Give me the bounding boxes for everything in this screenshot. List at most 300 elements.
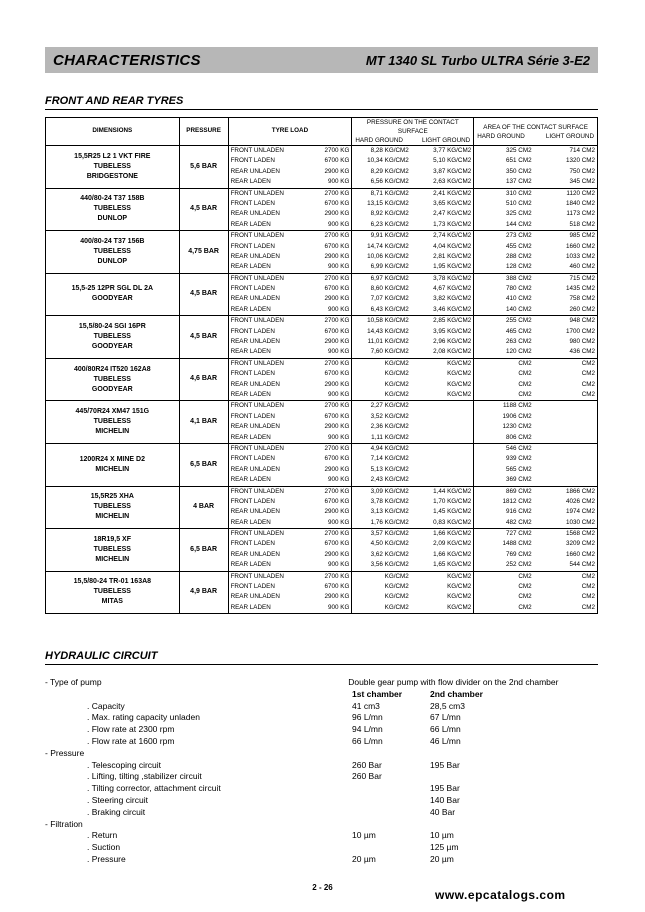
contact-pressure-hard: 2,43 KG/CM2 <box>370 476 409 484</box>
load-label: FRONT UNLADEN <box>230 402 284 410</box>
tyre-dimension-line: BRIDGESTONE <box>86 172 138 180</box>
load-label: FRONT LADEN <box>230 157 275 165</box>
spec-label: - Filtration <box>45 818 83 829</box>
contact-pressure-light: KG/CM2 <box>447 583 472 591</box>
contact-pressure-light: 0,83 KG/CM2 <box>433 518 472 526</box>
load-label: REAR UNLADEN <box>230 167 280 175</box>
tyre-dimension-line: TUBELESS <box>93 418 131 426</box>
load-label: FRONT LADEN <box>230 327 275 335</box>
col-contact-area-label: AREA OF THE CONTACT SURFACE <box>483 123 588 131</box>
contact-pressure-hard: 6,23 KG/CM2 <box>370 220 409 228</box>
load-label: REAR UNLADEN <box>230 465 280 473</box>
contact-area-hard: 455 CM2 <box>506 242 532 250</box>
spec-value-2nd: 66 L/mn <box>430 724 461 735</box>
load-label: REAR LADEN <box>230 390 271 398</box>
contact-area-values <box>474 529 598 572</box>
contact-area-values <box>474 443 598 486</box>
tyre-dimension-line: 400/80-24 T37 156B <box>80 237 145 245</box>
contact-pressure-hard: 10,34 KG/CM2 <box>367 157 409 165</box>
spec-value-1st: 94 L/mn <box>352 724 383 735</box>
contact-pressure-light <box>413 412 471 422</box>
contact-area-light: 715 CM2 <box>569 274 595 282</box>
load-value: 900 KG <box>328 561 350 569</box>
contact-area-light <box>536 433 595 443</box>
contact-pressure-values <box>352 358 474 401</box>
load-value: 6700 KG <box>324 583 350 591</box>
contact-pressure-hard: 10,58 KG/CM2 <box>367 317 409 325</box>
contact-pressure-hard: 4,94 KG/CM2 <box>370 444 409 452</box>
contact-area-values <box>474 571 598 614</box>
contact-pressure-light: KG/CM2 <box>447 390 472 398</box>
spec-row <box>45 807 605 819</box>
load-value: 6700 KG <box>324 370 350 378</box>
contact-pressure-light: 3,87 KG/CM2 <box>433 167 472 175</box>
tyre-dimension-line: MICHELIN <box>95 555 130 563</box>
contact-area-light: 1866 CM2 <box>565 487 595 495</box>
contact-pressure-light: 1,66 KG/CM2 <box>433 550 472 558</box>
contact-pressure-hard: 13,15 KG/CM2 <box>367 199 409 207</box>
contact-pressure-hard: 6,56 KG/CM2 <box>370 178 409 186</box>
tyre-load <box>228 231 352 274</box>
tyre-dimension-line: TUBELESS <box>93 375 131 383</box>
contact-pressure-light: 4,67 KG/CM2 <box>433 285 472 293</box>
tyre-dimension <box>46 273 180 316</box>
contact-pressure-hard: 14,43 KG/CM2 <box>367 327 409 335</box>
load-value: 2700 KG <box>324 530 350 538</box>
load-label: REAR LADEN <box>230 305 271 313</box>
spec-label: . Max. rating capacity unladen <box>87 712 200 723</box>
spec-value-2nd <box>430 771 600 783</box>
spec-value-1st <box>352 748 430 760</box>
contact-pressure-light: 1,65 KG/CM2 <box>433 561 472 569</box>
load-value: 900 KG <box>328 603 350 611</box>
contact-area-light: 544 CM2 <box>569 561 595 569</box>
contact-area-light: 1660 CM2 <box>565 242 595 250</box>
load-label: REAR UNLADEN <box>230 252 280 260</box>
load-label: REAR LADEN <box>230 518 271 526</box>
tyre-load <box>228 273 352 316</box>
contact-area-hard: 939 CM2 <box>506 455 532 463</box>
contact-pressure-light: KG/CM2 <box>447 603 472 611</box>
contact-pressure-light: 1,70 KG/CM2 <box>433 497 472 505</box>
load-label: REAR UNLADEN <box>230 210 280 218</box>
contact-pressure-light <box>413 444 471 454</box>
contact-area-hard: 651 CM2 <box>506 157 532 165</box>
contact-area-hard: 780 CM2 <box>506 285 532 293</box>
contact-pressure-hard: 8,71 KG/CM2 <box>370 189 409 197</box>
load-label: FRONT UNLADEN <box>230 274 284 282</box>
table-row <box>46 146 598 189</box>
load-value: 900 KG <box>328 348 350 356</box>
contact-pressure-light: KG/CM2 <box>447 593 472 601</box>
load-value: 2900 KG <box>324 252 350 260</box>
contact-area-light: 345 CM2 <box>569 178 595 186</box>
contact-pressure-light: 2,47 KG/CM2 <box>433 210 472 218</box>
load-label: REAR LADEN <box>230 561 271 569</box>
contact-area-values <box>474 188 598 231</box>
contact-pressure-light: 2,41 KG/CM2 <box>433 189 472 197</box>
table-row <box>46 188 598 231</box>
contact-area-light <box>536 444 595 454</box>
contact-area-light: CM2 <box>581 583 595 591</box>
contact-pressure-hard: 5,13 KG/CM2 <box>370 465 409 473</box>
load-label: FRONT UNLADEN <box>230 189 284 197</box>
load-label: REAR LADEN <box>230 178 271 186</box>
contact-pressure-values <box>352 401 474 444</box>
contact-area-light: 1030 CM2 <box>565 518 595 526</box>
contact-area-hard: CM2 <box>518 359 532 367</box>
contact-pressure-light: 3,65 KG/CM2 <box>433 199 472 207</box>
contact-area-light: 1568 CM2 <box>565 530 595 538</box>
tyre-dimension-line: 15,5R25 L2 1 VKT FIRE <box>74 152 151 160</box>
spec-value-2nd <box>430 748 600 760</box>
tyre-dimension <box>46 486 180 529</box>
contact-area-light: 1120 CM2 <box>566 189 595 197</box>
load-label: FRONT LADEN <box>230 455 275 463</box>
contact-pressure-hard: 3,56 KG/CM2 <box>370 561 409 569</box>
load-value: 900 KG <box>328 518 350 526</box>
col-pressure: PRESSURE <box>179 118 228 146</box>
table-row <box>46 529 598 572</box>
load-value: 6700 KG <box>324 285 350 293</box>
contact-area-hard: 916 CM2 <box>506 508 532 516</box>
load-label: FRONT UNLADEN <box>230 359 284 367</box>
contact-area-hard: 510 CM2 <box>506 199 532 207</box>
spec-value-2nd: 40 Bar <box>430 806 456 817</box>
tyre-dimension <box>46 529 180 572</box>
load-label: REAR UNLADEN <box>230 508 280 516</box>
contact-pressure-light: 3,82 KG/CM2 <box>433 295 472 303</box>
table-row <box>46 231 598 274</box>
contact-area-light: 948 CM2 <box>569 317 595 325</box>
contact-area-light: CM2 <box>581 390 595 398</box>
contact-area-hard: 565 CM2 <box>506 465 532 473</box>
load-label: REAR UNLADEN <box>230 593 280 601</box>
contact-pressure-light <box>413 433 471 443</box>
contact-pressure-light <box>413 465 471 475</box>
contact-pressure-values <box>352 443 474 486</box>
spec-row <box>45 819 605 831</box>
load-value: 2700 KG <box>324 317 350 325</box>
contact-pressure-light: 1,44 KG/CM2 <box>433 487 472 495</box>
contact-area-light <box>536 412 595 422</box>
tyre-dimension <box>46 358 180 401</box>
contact-area-hard: 482 CM2 <box>506 518 532 526</box>
contact-area-light: 1840 CM2 <box>565 199 595 207</box>
spec-value-1st <box>352 807 430 819</box>
contact-area-light: 260 CM2 <box>569 305 595 313</box>
spec-value-2nd <box>430 819 600 831</box>
spec-value-2nd: 20 µm <box>430 853 454 864</box>
spec-row <box>45 677 605 689</box>
contact-area-values <box>474 486 598 529</box>
contact-pressure-hard: 8,92 KG/CM2 <box>370 210 409 218</box>
load-value: 6700 KG <box>324 327 350 335</box>
contact-pressure-hard: 2,27 KG/CM2 <box>370 402 409 410</box>
tyre-dimension-line: TUBELESS <box>93 503 131 511</box>
contact-pressure-light: 3,95 KG/CM2 <box>433 327 472 335</box>
spec-value-2nd: 195 Bar <box>430 783 460 794</box>
spec-label <box>45 689 352 701</box>
contact-area-light: 1660 CM2 <box>565 550 595 558</box>
contact-pressure-light: KG/CM2 <box>447 359 472 367</box>
spec-label: . Lifting, tilting ,stabilizer circuit <box>87 771 202 782</box>
contact-area-values <box>474 316 598 359</box>
contact-pressure-hard: 14,74 KG/CM2 <box>367 242 409 250</box>
contact-area-values <box>474 146 598 189</box>
contact-area-hard: 310 CM2 <box>506 189 532 197</box>
tyre-load <box>228 146 352 189</box>
contact-area-hard: 288 CM2 <box>506 252 532 260</box>
contact-area-light: 714 CM2 <box>569 147 595 154</box>
contact-pressure-hard: 3,09 KG/CM2 <box>370 487 409 495</box>
spec-row <box>45 842 605 854</box>
load-label: FRONT UNLADEN <box>230 530 284 538</box>
contact-area-hard: 263 CM2 <box>506 338 532 346</box>
spec-row <box>45 724 605 736</box>
contact-area-hard: 273 CM2 <box>506 232 532 240</box>
contact-area-hard: 140 CM2 <box>506 305 532 313</box>
table-row <box>46 401 598 444</box>
contact-pressure-hard: KG/CM2 <box>384 380 409 388</box>
tyre-dimension-line: TUBELESS <box>93 205 131 213</box>
contact-pressure-hard: 2,36 KG/CM2 <box>370 423 409 431</box>
contact-pressure-values <box>352 529 474 572</box>
spec-row <box>45 701 605 713</box>
spec-row <box>45 760 605 772</box>
load-label: REAR UNLADEN <box>230 550 280 558</box>
tyre-dimension-line: 440/80-24 T37 158B <box>80 195 145 203</box>
contact-pressure-values <box>352 571 474 614</box>
contact-pressure-light: KG/CM2 <box>447 572 472 580</box>
spec-label: . Flow rate at 2300 rpm <box>87 724 175 735</box>
spec-label: . Capacity <box>87 700 125 711</box>
contact-pressure-light: 1,66 KG/CM2 <box>433 530 472 538</box>
spec-value-1st: 96 L/mn <box>352 712 383 723</box>
contact-area-hard: CM2 <box>518 390 532 398</box>
load-value: 900 KG <box>328 263 350 271</box>
tyre-dimension <box>46 571 180 614</box>
load-label: REAR LADEN <box>230 603 271 611</box>
col-contact-area <box>474 118 598 146</box>
contact-pressure-values <box>352 146 474 189</box>
contact-area-hard: CM2 <box>518 593 532 601</box>
tyre-dimension <box>46 401 180 444</box>
load-value: 2900 KG <box>324 550 350 558</box>
load-label: REAR UNLADEN <box>230 338 280 346</box>
load-label: FRONT LADEN <box>230 199 275 207</box>
contact-area-light <box>536 401 595 411</box>
spec-value-1st <box>352 819 430 831</box>
load-label: FRONT LADEN <box>230 583 275 591</box>
contact-pressure-hard: KG/CM2 <box>384 370 409 378</box>
contact-area-hard: 144 CM2 <box>506 220 532 228</box>
tyre-pressure: 4,75 BAR <box>179 231 228 274</box>
contact-area-light <box>536 475 595 485</box>
contact-area-light: 1173 CM2 <box>566 210 595 218</box>
spec-row <box>45 736 605 748</box>
spec-value-1st: 260 Bar <box>352 759 382 770</box>
contact-pressure-light: 3,77 KG/CM2 <box>433 147 472 154</box>
tyre-pressure: 4,6 BAR <box>179 358 228 401</box>
spec-value-1st: 66 L/mn <box>352 735 383 746</box>
contact-area-light: CM2 <box>581 572 595 580</box>
contact-pressure-hard: 3,57 KG/CM2 <box>370 530 409 538</box>
tyre-dimension-line: 1200R24 X MINE D2 <box>79 455 145 463</box>
load-value: 900 KG <box>328 305 350 313</box>
load-label: FRONT LADEN <box>230 412 275 420</box>
hydraulic-section-title: HYDRAULIC CIRCUIT <box>45 650 598 665</box>
load-value: 6700 KG <box>324 242 350 250</box>
contact-pressure-light: 3,46 KG/CM2 <box>433 305 472 313</box>
header-title: CHARACTERISTICS <box>53 51 201 69</box>
contact-pressure-hard: 8,60 KG/CM2 <box>370 285 409 293</box>
contact-area-light <box>536 465 595 475</box>
tyre-dimension-line: MICHELIN <box>95 513 130 521</box>
tyre-dimension-line: TUBELESS <box>93 333 131 341</box>
contact-area-hard: 350 CM2 <box>506 167 532 175</box>
load-value: 6700 KG <box>324 497 350 505</box>
contact-area-light: CM2 <box>581 359 595 367</box>
contact-pressure-hard: 11,01 KG/CM2 <box>367 338 409 346</box>
contact-area-hard: 325 CM2 <box>506 147 532 154</box>
spec-label: . Steering circuit <box>87 794 148 805</box>
contact-pressure-hard: 6,97 KG/CM2 <box>370 274 409 282</box>
load-value: 2900 KG <box>324 508 350 516</box>
page-number: 2 - 26 <box>312 883 333 892</box>
contact-area-light: 980 CM2 <box>569 338 595 346</box>
tyre-dimension-line: 15,5/80-24 SGI 16PR <box>78 323 146 331</box>
tyre-load <box>228 358 352 401</box>
spec-value-1st: 20 µm <box>352 853 376 864</box>
tyre-pressure: 4,1 BAR <box>179 401 228 444</box>
spec-label: . Braking circuit <box>87 806 146 817</box>
table-row <box>46 486 598 529</box>
load-value: 2900 KG <box>324 210 350 218</box>
tyre-load <box>228 316 352 359</box>
contact-area-hard: 1906 CM2 <box>502 412 532 420</box>
contact-pressure-hard: 7,60 KG/CM2 <box>370 348 409 356</box>
contact-pressure-hard: KG/CM2 <box>384 593 409 601</box>
contact-area-hard: 1188 CM2 <box>503 402 532 410</box>
table-row <box>46 571 598 614</box>
tyre-dimension <box>46 231 180 274</box>
table-row <box>46 316 598 359</box>
tyre-load <box>228 486 352 529</box>
contact-area-hard: CM2 <box>518 370 532 378</box>
contact-area-hard: 325 CM2 <box>506 210 532 218</box>
contact-area-hard: 120 CM2 <box>506 348 532 356</box>
load-value: 2900 KG <box>324 423 350 431</box>
contact-pressure-hard: 3,62 KG/CM2 <box>370 550 409 558</box>
load-value: 2900 KG <box>324 338 350 346</box>
contact-area-values <box>474 401 598 444</box>
tyre-dimension-line: 18R19,5 XF <box>93 535 131 543</box>
contact-area-hard: 465 CM2 <box>506 327 532 335</box>
spec-value-2nd: 28,5 cm3 <box>430 700 465 711</box>
load-value: 900 KG <box>328 433 350 441</box>
tyre-dimension-line: GOODYEAR <box>91 385 133 393</box>
contact-area-hard: 128 CM2 <box>506 263 532 271</box>
contact-area-light: 460 CM2 <box>569 263 595 271</box>
col-dimensions: DIMENSIONS <box>46 118 180 146</box>
contact-area-light: 758 CM2 <box>569 295 595 303</box>
spec-label: - Pressure <box>45 747 85 758</box>
spec-value-1st <box>352 783 430 795</box>
spec-value-2nd: 125 µm <box>430 842 459 853</box>
contact-pressure-light: 2,81 KG/CM2 <box>433 252 472 260</box>
contact-pressure-hard: KG/CM2 <box>384 359 409 367</box>
contact-area-light: 750 CM2 <box>569 167 595 175</box>
contact-pressure-light: 2,85 KG/CM2 <box>433 317 472 325</box>
tyre-dimension <box>46 146 180 189</box>
tyre-dimension-line: GOODYEAR <box>91 343 133 351</box>
load-value: 2900 KG <box>324 167 350 175</box>
tyre-pressure: 4,5 BAR <box>179 316 228 359</box>
col-light-ground: LIGHT GROUND <box>545 132 594 140</box>
contact-pressure-light: 2,96 KG/CM2 <box>433 338 472 346</box>
contact-area-hard: 869 CM2 <box>506 487 532 495</box>
load-label: FRONT UNLADEN <box>230 147 284 154</box>
contact-area-hard: 388 CM2 <box>506 274 532 282</box>
contact-pressure-light: 4,04 KG/CM2 <box>433 242 472 250</box>
contact-area-hard: CM2 <box>518 583 532 591</box>
contact-pressure-hard: KG/CM2 <box>384 583 409 591</box>
tyre-load <box>228 401 352 444</box>
load-value: 6700 KG <box>324 412 350 420</box>
contact-area-light: 1033 CM2 <box>565 252 595 260</box>
header-model: MT 1340 SL Turbo ULTRA Série 3-E2 <box>365 52 590 68</box>
load-value: 6700 KG <box>324 455 350 463</box>
load-label: FRONT UNLADEN <box>230 487 284 495</box>
spec-label: . Telescoping circuit <box>87 759 162 770</box>
load-value: 2700 KG <box>324 444 350 452</box>
header-band <box>45 47 598 73</box>
contact-pressure-values <box>352 188 474 231</box>
tyre-pressure: 4,5 BAR <box>179 273 228 316</box>
col-contact-pressure-label: PRESSURE ON THE CONTACT SURFACE <box>366 119 459 135</box>
table-row <box>46 358 598 401</box>
load-value: 2700 KG <box>324 572 350 580</box>
spec-value-2nd: 140 Bar <box>430 794 460 805</box>
spec-value-1st: Double gear pump with flow divider on the 2nd chamber <box>348 677 559 687</box>
contact-pressure-hard: 6,99 KG/CM2 <box>370 263 409 271</box>
contact-area-light: CM2 <box>581 603 595 611</box>
spec-label: . Return <box>87 830 118 841</box>
contact-pressure-light <box>413 475 471 485</box>
tyre-pressure: 6,5 BAR <box>179 529 228 572</box>
tyre-dimension-line: DUNLOP <box>97 215 128 223</box>
load-value: 2700 KG <box>324 147 350 154</box>
contact-pressure-light <box>413 401 471 411</box>
contact-area-light: 1974 CM2 <box>565 508 595 516</box>
contact-area-values <box>474 231 598 274</box>
load-label: FRONT UNLADEN <box>230 317 284 325</box>
tyre-pressure: 5,6 BAR <box>179 146 228 189</box>
tyre-pressure: 6,5 BAR <box>179 443 228 486</box>
load-value: 6700 KG <box>324 157 350 165</box>
contact-pressure-hard: 8,29 KG/CM2 <box>370 167 409 175</box>
contact-pressure-hard: 1,76 KG/CM2 <box>370 518 409 526</box>
tyre-dimension-line: 15,5R25 XHA <box>90 493 134 501</box>
contact-pressure-hard: KG/CM2 <box>384 390 409 398</box>
contact-pressure-hard: 3,78 KG/CM2 <box>370 497 409 505</box>
contact-area-hard: 769 CM2 <box>506 550 532 558</box>
contact-area-light: CM2 <box>581 380 595 388</box>
spec-row <box>45 795 605 807</box>
load-value: 2700 KG <box>324 402 350 410</box>
spec-value-2nd: 46 L/mn <box>430 735 461 746</box>
